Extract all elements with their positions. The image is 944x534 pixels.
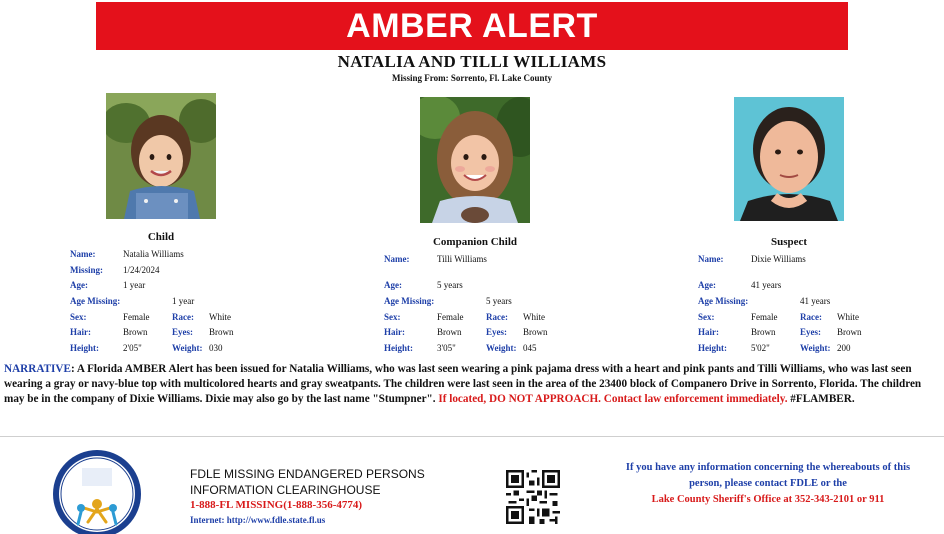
seal-icon — [48, 446, 146, 534]
companion-weight-value: 045 — [523, 343, 537, 353]
child-missing-row — [70, 264, 270, 276]
child-age-missing-value: 1 year — [172, 296, 195, 306]
weight-label: Weight: — [486, 343, 517, 353]
companion-race-value: White — [523, 312, 545, 322]
fdle-phone[interactable]: 1-888-FL MISSING(1-888-356-4774) — [190, 499, 363, 511]
companion-age-missing-row — [384, 295, 584, 307]
companion-age-missing-value: 5 years — [486, 296, 512, 306]
missing-label: Missing: — [70, 265, 104, 275]
narrative-warning: If located, DO NOT APPROACH. Contact law enforcement immediately. — [438, 393, 788, 405]
race-label: Race: — [172, 312, 194, 322]
fdle-org-line2: INFORMATION CLEARINGHOUSE — [190, 483, 381, 497]
qr-code-icon — [506, 470, 560, 524]
suspect-age-value: 41 years — [751, 280, 782, 290]
narrative — [4, 362, 938, 407]
fdle-internet-link[interactable]: Internet: http://www.fdle.state.fl.us — [190, 515, 326, 525]
height-label: Height: — [698, 343, 727, 353]
amber-alert-banner: AMBER ALERT — [96, 2, 848, 50]
missing-from-location: Missing From: Sorrento, Fl. Lake County — [392, 73, 552, 83]
child-name-row — [70, 248, 270, 260]
companion-sex-value: Female — [437, 312, 464, 322]
child-eyes-value: Brown — [209, 327, 234, 337]
race-label: Race: — [486, 312, 508, 322]
child-sex-value: Female — [123, 312, 150, 322]
age-label: Age: — [698, 280, 716, 290]
companion-sex-race-row — [384, 311, 584, 323]
companion-name-row — [384, 253, 584, 265]
fdle-org-line1: FDLE MISSING ENDANGERED PERSONS — [190, 467, 425, 481]
suspect-weight-value: 200 — [837, 343, 851, 353]
suspect-eyes-value: Brown — [837, 327, 862, 337]
name-label: Name: — [698, 254, 724, 264]
sex-label: Sex: — [698, 312, 715, 322]
child-age-value: 1 year — [123, 280, 146, 290]
race-label: Race: — [800, 312, 822, 322]
child-hair-value: Brown — [123, 327, 148, 337]
height-label: Height: — [384, 343, 413, 353]
weight-label: Weight: — [172, 343, 203, 353]
contact-line-2: person, please contact FDLE or the — [689, 478, 847, 489]
suspect-height-value: 5'02" — [751, 343, 770, 353]
age-missing-label: Age Missing: — [384, 296, 435, 306]
child-height-value: 2'05" — [123, 343, 142, 353]
companion-hair-value: Brown — [437, 327, 462, 337]
hair-label: Hair: — [70, 327, 91, 337]
child-missing-value: 1/24/2024 — [123, 265, 160, 275]
suspect-hair-value: Brown — [751, 327, 776, 337]
child-weight-value: 030 — [209, 343, 223, 353]
eyes-label: Eyes: — [486, 327, 507, 337]
companion-eyes-value: Brown — [523, 327, 548, 337]
age-missing-label: Age Missing: — [70, 296, 121, 306]
child-name-value: Natalia Williams — [123, 249, 184, 259]
companion-child-role-label: Companion Child — [432, 236, 518, 248]
name-label: Name: — [70, 249, 96, 259]
suspect-hair-eyes-row — [698, 326, 898, 338]
weight-label: Weight: — [800, 343, 831, 353]
child-race-value: White — [209, 312, 231, 322]
contact-line-3: Lake County Sheriff's Office at 352-343-2101 or 911 — [651, 494, 885, 505]
footer-divider — [0, 436, 944, 437]
suspect-name-value: Dixie Williams — [751, 254, 806, 264]
companion-age-value: 5 years — [437, 280, 463, 290]
suspect-age-missing-value: 41 years — [800, 296, 831, 306]
suspect-name-row — [698, 253, 898, 265]
suspect-role-label: Suspect — [770, 236, 808, 248]
narrative-label: NARRATIVE — [4, 363, 71, 375]
narrative-body: : A Florida AMBER Alert has been issued for Natalia Williams, who was last seen wearing a pink pajama dress with a heart and pink pants and Tilli Williams, who was last seen wearing a gray or navy-blue top with multicolored hearts and gray sweatpants. The children were last seen in the area of the 23400 block of Companero Drive in Sorrento, Florida. The children may be in the company of Dixie Williams. Dixie may also go by the last name "Stumpner". — [4, 363, 922, 405]
child-age-missing-row — [70, 295, 270, 307]
suspect-age-missing-row — [698, 295, 898, 307]
clearinghouse-seal-logo — [48, 446, 146, 534]
eyes-label: Eyes: — [800, 327, 821, 337]
companion-height-weight-row — [384, 342, 584, 354]
child-sex-race-row — [70, 311, 270, 323]
suspect-sex-race-row — [698, 311, 898, 323]
hair-label: Hair: — [384, 327, 405, 337]
companion-hair-eyes-row — [384, 326, 584, 338]
child-height-weight-row — [70, 342, 270, 354]
companion-height-value: 3'05" — [437, 343, 456, 353]
child-hair-eyes-row — [70, 326, 270, 338]
suspect-photo — [734, 97, 844, 221]
missing-persons-names: NATALIA AND TILLI WILLIAMS — [337, 52, 607, 71]
suspect-race-value: White — [837, 312, 859, 322]
child-role-label: Child — [147, 231, 175, 243]
companion-name-value: Tilli Williams — [437, 254, 487, 264]
eyes-label: Eyes: — [172, 327, 193, 337]
companion-age-row — [384, 279, 584, 291]
suspect-height-weight-row — [698, 342, 898, 354]
age-missing-label: Age Missing: — [698, 296, 749, 306]
age-label: Age: — [70, 280, 88, 290]
age-label: Age: — [384, 280, 402, 290]
height-label: Height: — [70, 343, 99, 353]
hair-label: Hair: — [698, 327, 719, 337]
name-label: Name: — [384, 254, 410, 264]
suspect-sex-value: Female — [751, 312, 778, 322]
child-age-row — [70, 279, 270, 291]
suspect-age-row — [698, 279, 898, 291]
child-photo — [106, 93, 216, 219]
sex-label: Sex: — [70, 312, 87, 322]
companion-child-photo — [420, 97, 530, 223]
sex-label: Sex: — [384, 312, 401, 322]
narrative-tag: #FLAMBER. — [787, 393, 855, 405]
contact-line-1: If you have any information concerning the whereabouts of this — [625, 462, 911, 473]
